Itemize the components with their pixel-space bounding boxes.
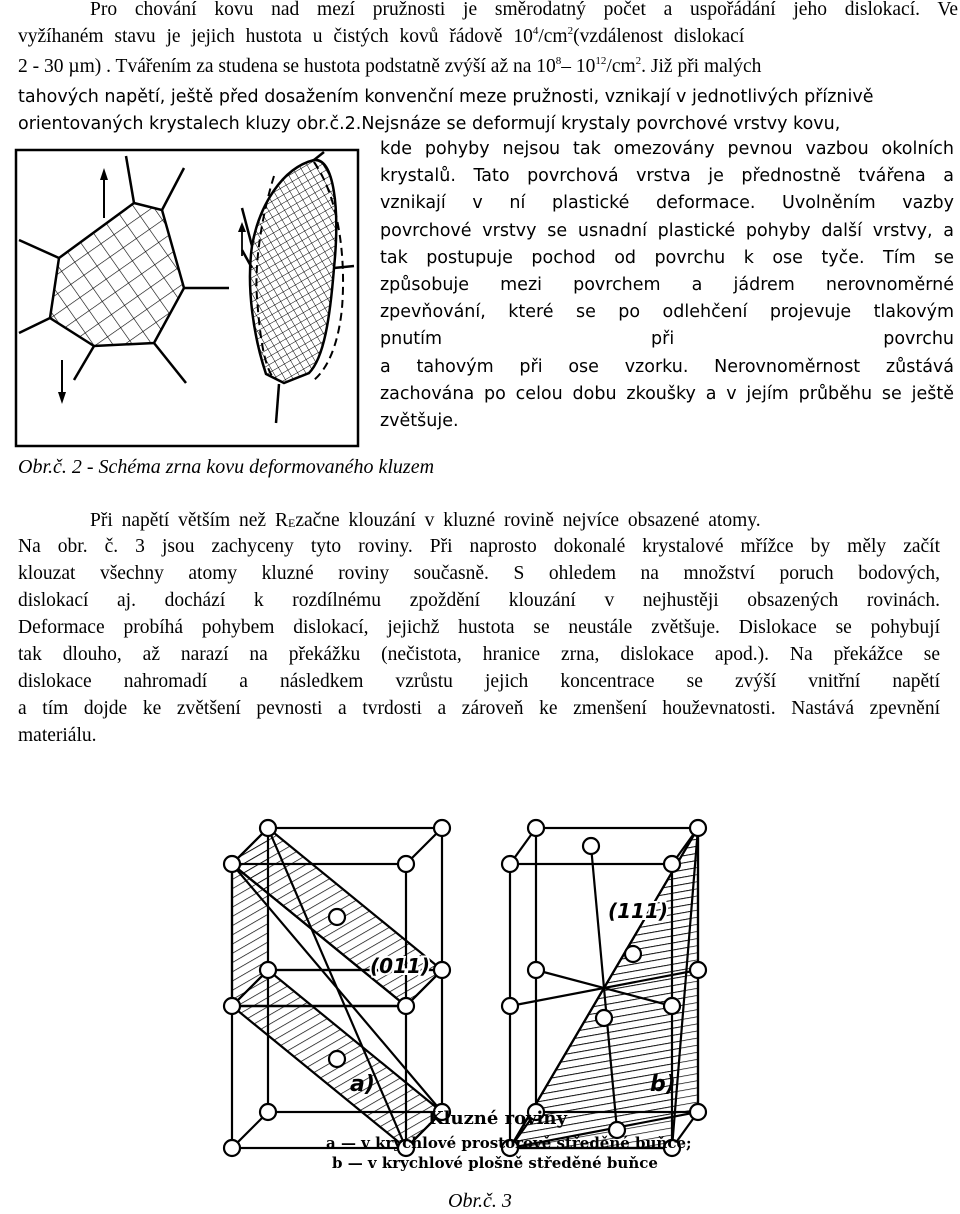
- side-text-line: [380, 245, 954, 271]
- text-part: začne klouzání v kluzné rovině nejvíce obsazené atomy.: [295, 510, 761, 531]
- superscript: 12: [595, 55, 607, 67]
- subfigure-label-a: a): [350, 1072, 375, 1097]
- text-line: [18, 696, 940, 722]
- text-line: [18, 642, 940, 668]
- text-span: tak dlouho, až narazí na překážku (nečistota, hranice zrna, dislokace apod.). Na překážce se: [18, 644, 940, 665]
- text-part: – 10: [561, 56, 596, 77]
- grain-diagram: [14, 148, 360, 448]
- subscript: E: [287, 516, 296, 530]
- text-span: kde pohyby nejsou tak omezovány pevnou vazbou okolních: [380, 139, 954, 159]
- text-line: [18, 84, 874, 110]
- superscript: 8: [555, 55, 562, 67]
- text-span: tak postupuje pochod od povrchu k ose tyče. Tím se: [380, 247, 954, 268]
- text-span: zvětšuje.: [380, 411, 459, 431]
- text-part: . Již při malých: [641, 56, 762, 77]
- text-span: dislokace nahromadí a následkem vzrůstu jejich koncentrace se zvýší vnitřní napětí: [18, 671, 940, 692]
- text-span: Pro chování kovu nad mezí pružnosti je směrodatný počet a uspořádání jeho dislokací. Ve: [90, 0, 958, 20]
- figure-2-caption: Obr.č. 2 - Schéma zrna kovu deformovaného kluzem: [18, 456, 435, 478]
- text-span: [18, 24, 940, 50]
- text-line: [18, 24, 940, 50]
- text-part: (vzdálenost dislokací: [573, 26, 745, 47]
- text-span: klouzat všechny atomy kluzné roviny současně. S ohledem na množství poruch bodových,: [18, 563, 940, 584]
- text-span: vznikají v ní plastické deformace. Uvolněním vazby: [380, 193, 954, 214]
- text-part: /cm: [606, 56, 636, 77]
- text-span: zpevňování, které se po odlehčení projevuje tlakovým: [380, 302, 954, 323]
- text-line: [18, 669, 940, 695]
- text-span: a tím dojde ke zvětšení pevnosti a tvrdosti a zároveň ke zmenšení houževnatosti. Nastává zpevnění: [18, 698, 940, 719]
- text-part: 2 - 30 µm) . Tvářením za studena se hustota podstatně zvýší až na 10: [18, 56, 556, 77]
- superscript: 2: [635, 55, 642, 67]
- text-part: Při napětí větším než R: [90, 510, 288, 531]
- text-line: [90, 0, 958, 23]
- figure-3-title: Kluzné roviny: [428, 1108, 567, 1129]
- side-text-line: [380, 408, 954, 434]
- text-line: [18, 534, 940, 560]
- text-span: zachována po celou dobu zkoušky a v jejím průběhu se ještě: [380, 383, 954, 404]
- side-text-line: [380, 299, 954, 325]
- plane-label-b: (111): [608, 899, 669, 923]
- text-span: tahových napětí, ještě před dosažením konvenční meze pružnosti, vznikají v jednotlivých příznivě: [18, 87, 874, 107]
- side-text-line: [380, 326, 954, 352]
- figure-3-legend-a: a — v krychlové prostorově středěné buňce;: [326, 1134, 692, 1152]
- side-text-line: [380, 381, 954, 407]
- text-span: pnutím při povrchu: [380, 329, 954, 350]
- text-part: vyžíhaném stavu je jejich hustota u čistých kovů řádově 10: [18, 26, 533, 47]
- text-part: /cm: [538, 26, 568, 47]
- text-line: [18, 723, 940, 749]
- grain-original: [50, 203, 184, 346]
- fcc-cube: [510, 828, 698, 1148]
- side-text-line: [380, 354, 954, 380]
- text-line: [18, 561, 940, 587]
- subfigure-label-b: b): [650, 1072, 676, 1097]
- text-line: [18, 54, 940, 80]
- text-span: Deformace probíhá pohybem dislokací, jejichž hustota se neustále zvětšuje. Dislokace se pohybují: [18, 617, 940, 638]
- text-span: [18, 54, 761, 80]
- bcc-cube: [232, 828, 442, 1148]
- figure-3-caption: Obr.č. 3: [448, 1190, 512, 1212]
- text-line: [18, 111, 840, 137]
- text-span: dislokací aj. dochází k rozdílnému zpoždění klouzání v nejhustěji obsazených rovinách.: [18, 590, 940, 611]
- text-span: orientovaných krystalech kluzy obr.č.2.: [18, 114, 362, 134]
- side-text-line: [380, 218, 954, 244]
- side-text-line: [380, 136, 954, 162]
- text-line: [18, 588, 940, 614]
- side-text-line: [380, 163, 954, 189]
- plane-label-a: (011): [370, 954, 431, 978]
- text-span: povrchové vrstvy se usnadní plastické pohyby další vrstvy, a: [380, 220, 954, 241]
- text-line: [18, 615, 940, 641]
- superscript: 4: [532, 25, 539, 37]
- text-span: způsobuje mezi povrchem a jádrem nerovnoměrné: [380, 275, 954, 295]
- text-span: [90, 508, 940, 534]
- text-span: Nejsnáze se deformují krystaly povrchové vrstvy kovu,: [361, 114, 841, 134]
- text-line: [90, 508, 940, 534]
- text-span: Na obr. č. 3 jsou zachyceny tyto roviny. Při naprosto dokonalé krystalové mřížce by měly začít: [18, 536, 940, 557]
- figure-3-legend-b: b — v krychlové plošně středěné buňce: [332, 1154, 658, 1172]
- text-span: a tahovým při ose vzorku. Nerovnoměrnost zůstává: [380, 356, 954, 377]
- text-span: materiálu.: [18, 725, 97, 746]
- side-text-line: [380, 190, 954, 216]
- text-span: krystalů. Tato povrchová vrstva je přednostně tvářena a: [380, 166, 954, 187]
- superscript: 2: [567, 25, 574, 37]
- side-text-line: [380, 272, 954, 298]
